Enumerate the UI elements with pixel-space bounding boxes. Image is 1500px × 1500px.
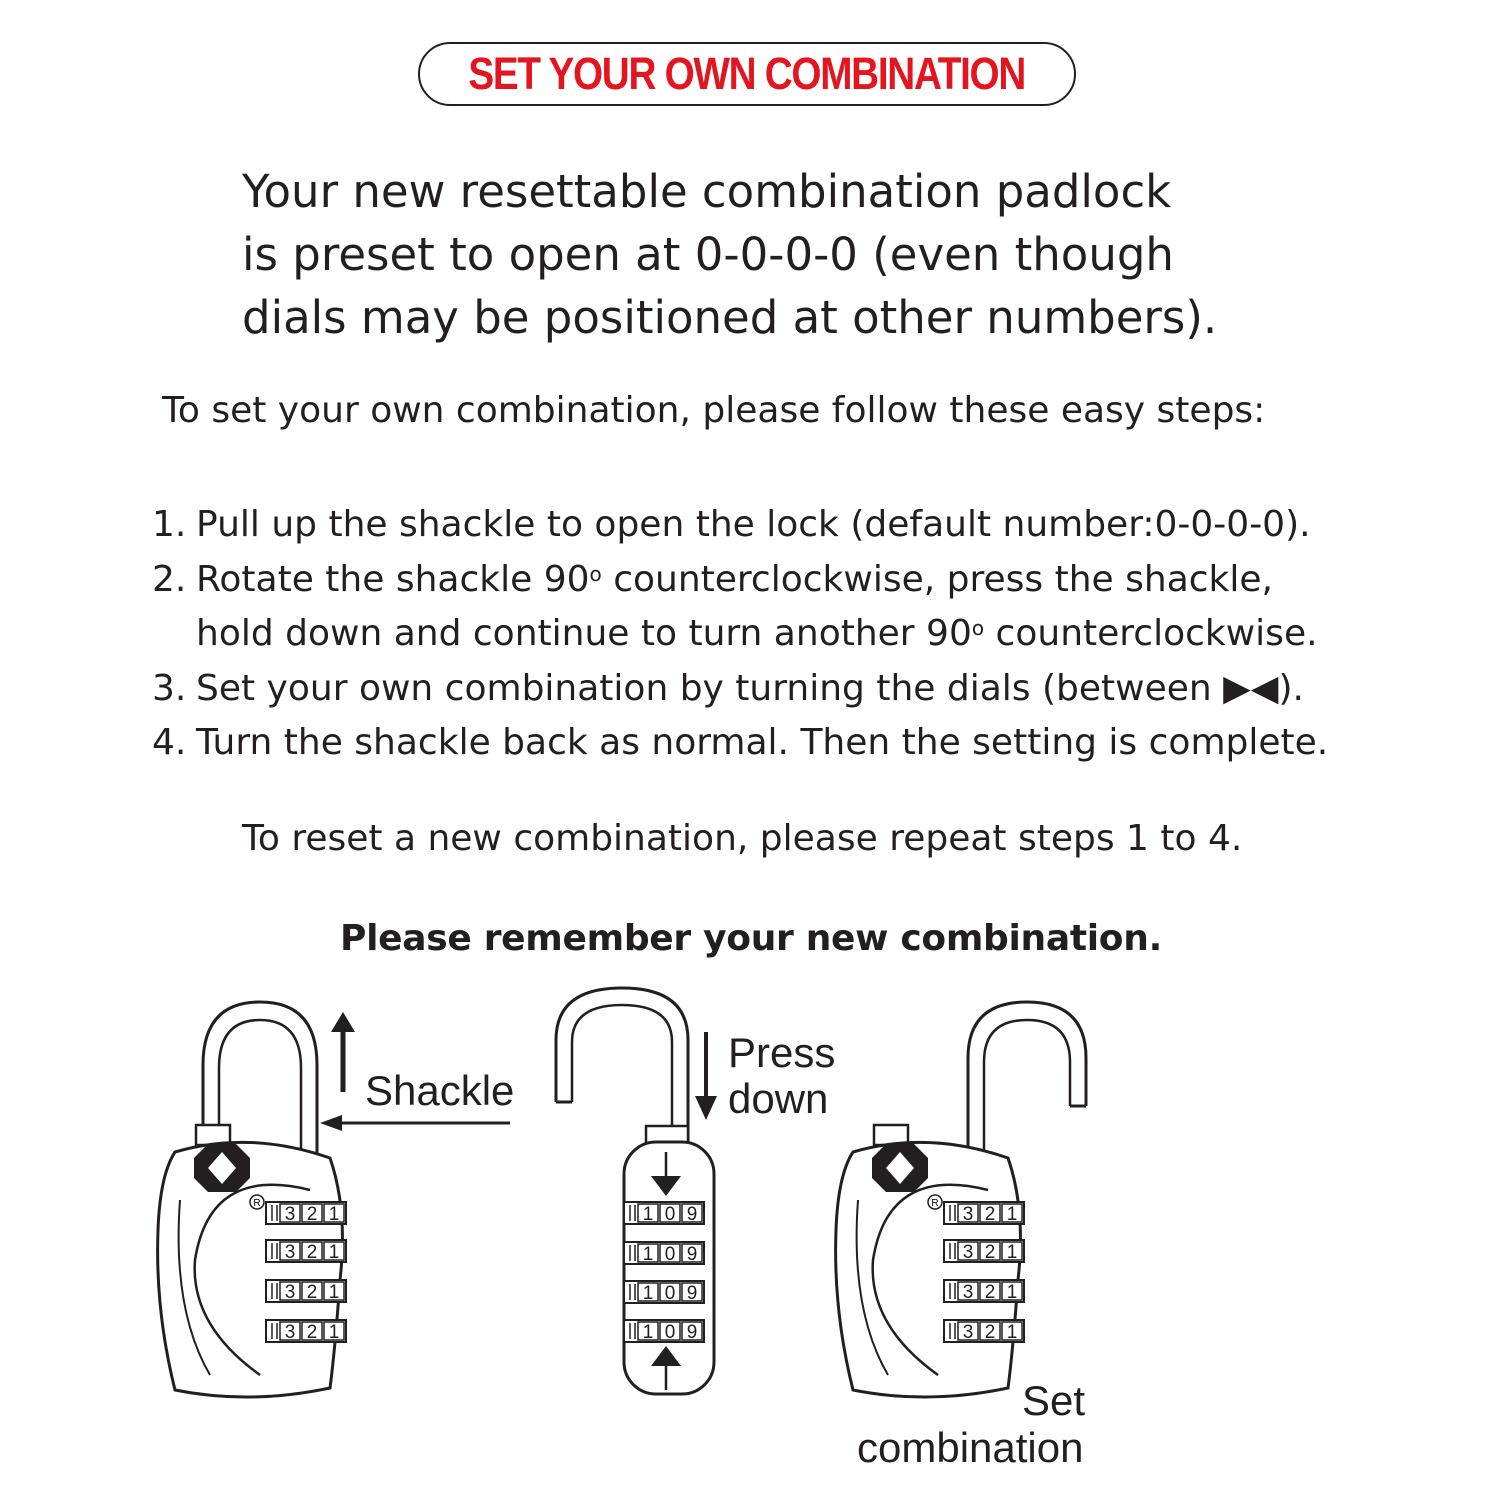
step-1 (152, 498, 1328, 553)
dial-digit: 1 (328, 1322, 340, 1343)
padlock-3 (836, 1002, 1086, 1471)
dial-digit: 3 (284, 1282, 296, 1303)
left-arrow-icon (320, 1115, 510, 1131)
step-text: counterclockwise, press the shackle, (601, 558, 1273, 600)
dial-digit: 2 (984, 1204, 996, 1225)
dial-digit: 9 (686, 1322, 698, 1343)
step-2-continued (152, 607, 1328, 662)
dial-digit: 1 (1006, 1242, 1018, 1263)
dial-digit: 1 (642, 1204, 654, 1225)
dial-digit: 3 (962, 1282, 974, 1303)
lock-body (836, 1142, 1021, 1397)
down-arrow-icon (695, 1032, 717, 1120)
intro-paragraph (242, 160, 1342, 349)
step-number: 4. (152, 722, 187, 763)
dial-digit: 1 (328, 1204, 340, 1225)
dial-digit: 1 (328, 1282, 340, 1303)
intro-line: Your new resettable combination padlock (242, 165, 1172, 218)
dial-digit: 0 (664, 1322, 676, 1343)
step-text: hold down and continue to turn another 90 (196, 613, 972, 654)
dial-digit: 3 (284, 1322, 296, 1343)
dial-digit: 9 (686, 1244, 698, 1265)
degree-mark: o (589, 561, 602, 586)
step-text: Set your own combination by turning the dials (between ▶◀). (196, 667, 1304, 709)
step-text: counterclockwise. (984, 613, 1318, 654)
dial-digit: 3 (962, 1242, 974, 1263)
shackle-outer (556, 988, 688, 1145)
dial-digit: 0 (664, 1204, 676, 1225)
step-text: Turn the shackle back as normal. Then the setting is complete. (196, 722, 1329, 763)
dial-digit: 3 (962, 1204, 974, 1225)
dial-digit: 0 (664, 1244, 676, 1265)
step-number: 1. (152, 504, 187, 545)
set-label: Set (1022, 1377, 1086, 1424)
step-text: Rotate the shackle 90 (196, 558, 590, 600)
dial-digit: 1 (1006, 1282, 1018, 1303)
degree-mark: o (971, 616, 985, 640)
dial-digit: 3 (962, 1322, 974, 1343)
reset-note: To reset a new combination, please repeat steps 1 to 4. (242, 818, 1243, 859)
dial-digit: 1 (1006, 1322, 1018, 1343)
dial-digit: 1 (1006, 1204, 1018, 1225)
dial-digit: 2 (306, 1204, 318, 1225)
dial-digit: 9 (686, 1204, 698, 1225)
registered-letter: R (931, 1198, 939, 1209)
dial-digit: 1 (642, 1322, 654, 1343)
step-text: Pull up the shackle to open the lock (default number:0-0-0-0). (196, 504, 1311, 545)
registered-letter: R (253, 1198, 261, 1209)
steps-lead: To set your own combination, please follow these easy steps: (162, 390, 1266, 431)
step-2 (152, 553, 1328, 608)
title-banner (418, 42, 1076, 106)
dial-digit: 2 (984, 1282, 996, 1303)
step-3 (152, 662, 1328, 717)
shackle-outer (968, 1002, 1086, 1150)
padlock-illustration (0, 980, 1500, 1500)
intro-line: is preset to open at 0-0-0-0 (even though (242, 228, 1174, 281)
dial-digit: 2 (306, 1282, 318, 1303)
lock-body (158, 1142, 343, 1397)
shackle-inner (572, 1005, 672, 1145)
dial-digit: 2 (984, 1322, 996, 1343)
dial-digit: 0 (664, 1283, 676, 1304)
press-label: Press (728, 1029, 836, 1076)
padlock-2 (556, 988, 835, 1394)
padlock-1 (158, 1002, 515, 1397)
dial-digit: 2 (306, 1322, 318, 1343)
intro-line: dials may be positioned at other numbers). (242, 291, 1218, 344)
step-number: 3. (152, 667, 187, 709)
banner-title: SET YOUR OWN COMBINATION (468, 48, 1026, 99)
shackle-label: Shackle (365, 1067, 515, 1114)
shackle-inner (219, 1020, 301, 1158)
step-number: 2. (152, 558, 187, 600)
dial-digit: 9 (686, 1283, 698, 1304)
down-label: down (728, 1075, 829, 1122)
step-4 (152, 716, 1328, 771)
steps-list (152, 498, 1328, 771)
dial-digit: 1 (642, 1283, 654, 1304)
dial-digit: 3 (284, 1204, 296, 1225)
remember-note: Please remember your new combination. (340, 918, 1162, 959)
dial-digit: 3 (284, 1242, 296, 1263)
dial-digit: 1 (328, 1242, 340, 1263)
dial-digit: 1 (642, 1244, 654, 1265)
dial-digit: 2 (306, 1242, 318, 1263)
dial-digit: 2 (984, 1242, 996, 1263)
shackle-inner (984, 1020, 1070, 1150)
combination-label: combination (857, 1424, 1084, 1471)
up-arrow-icon (331, 1012, 355, 1092)
